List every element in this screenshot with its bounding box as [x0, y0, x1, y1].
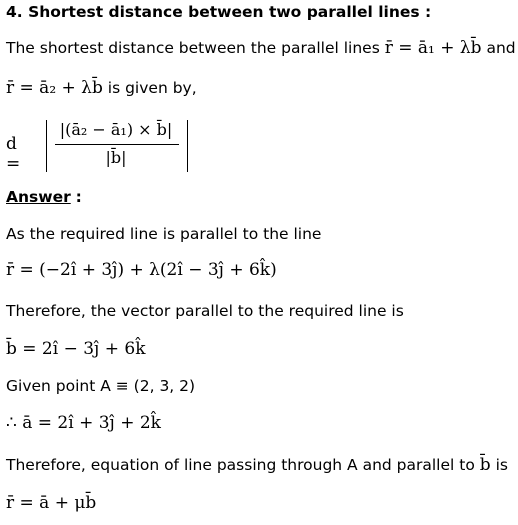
- paragraph-p4: [6, 455, 508, 475]
- equation-line-given: r̄ = (−2î + 3ĵ) + λ(2î − 3ĵ + 6k̂): [6, 260, 277, 280]
- paragraph-p2: Therefore, the vector parallel to the required line is: [6, 302, 404, 320]
- line1-tail: and: [486, 39, 516, 57]
- line2-equation: r̄ = ā₂ + λb̄: [6, 78, 103, 98]
- answer-heading: [6, 188, 82, 206]
- answer-label: Answer: [6, 188, 71, 206]
- equation-final-line: r̄ = ā + μb̄: [6, 493, 97, 513]
- line1-equation: r̄ = ā₁ + λb̄: [384, 38, 482, 58]
- paragraph-line-2: [6, 78, 197, 98]
- p4-equation: b̄: [479, 455, 491, 475]
- paragraph-p1: As the required line is parallel to the line: [6, 225, 322, 243]
- equation-b-vector: b̄ = 2î − 3ĵ + 6k̂: [6, 339, 146, 359]
- absolute-value-bars: [46, 120, 188, 172]
- line1-text: The shortest distance between the parallel lines: [6, 39, 380, 57]
- p4-tail: is: [495, 456, 508, 474]
- formula-lhs: d =: [6, 134, 21, 174]
- section-heading: 4. Shortest distance between two parallel lines :: [6, 3, 432, 21]
- paragraph-line-1: [6, 38, 516, 58]
- formula-denominator: |b̄|: [105, 148, 127, 167]
- formula-numerator: |(ā₂ − ā₁) × b̄|: [59, 120, 173, 139]
- answer-colon: :: [75, 188, 82, 206]
- p4-text: Therefore, equation of line passing through A and parallel to: [6, 456, 475, 474]
- paragraph-p3: Given point A ≡ (2, 3, 2): [6, 377, 196, 395]
- fraction-bar: [55, 144, 179, 145]
- line2-text: is given by,: [107, 79, 197, 97]
- equation-a-vector: ∴ ā = 2î + 3ĵ + 2k̂: [6, 413, 161, 433]
